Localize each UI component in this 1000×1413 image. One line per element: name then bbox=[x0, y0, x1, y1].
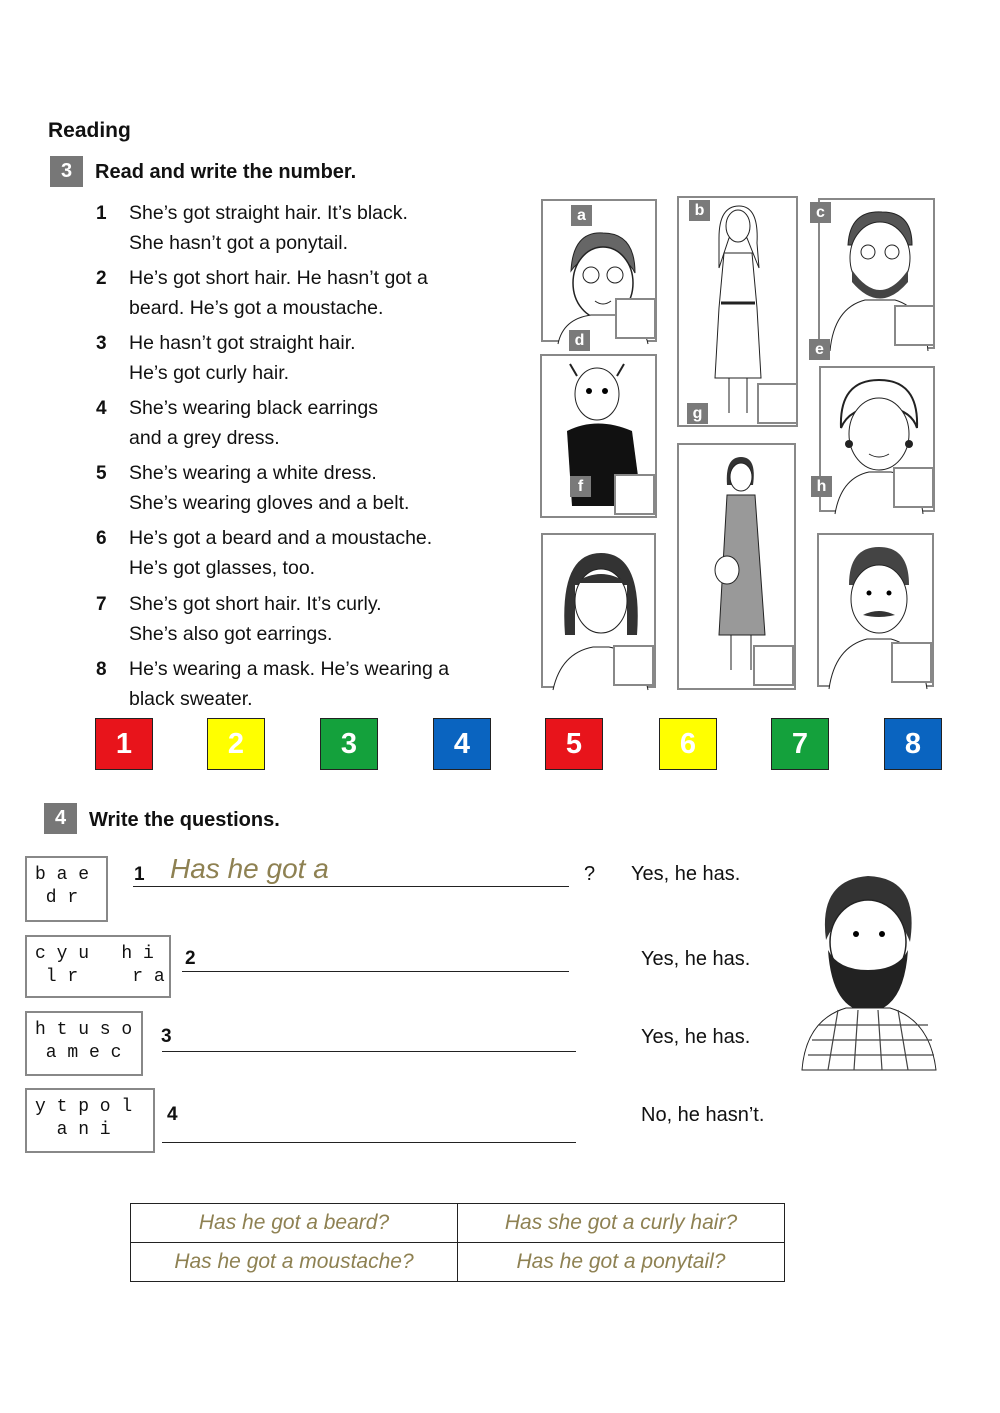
question-mark: ? bbox=[584, 863, 596, 885]
picture-a bbox=[541, 199, 657, 342]
picture-h bbox=[816, 366, 935, 512]
item-number: 3 bbox=[96, 333, 107, 354]
item-number: 5 bbox=[96, 463, 107, 484]
item-line: He’s wearing a mask. He’s wearing a bbox=[129, 658, 450, 680]
number-tile[interactable]: 1 bbox=[95, 718, 153, 770]
letter-jumble: y t p o l a n i bbox=[25, 1088, 155, 1153]
item-line: He’s got short hair. He hasn’t got a bbox=[129, 267, 428, 289]
item-text bbox=[129, 263, 428, 323]
short-answer: Yes, he has. bbox=[641, 948, 751, 970]
picture-c bbox=[818, 198, 935, 349]
item-text bbox=[129, 523, 432, 583]
item-number: 6 bbox=[96, 528, 107, 549]
picture-girl-straight-hair bbox=[541, 533, 656, 688]
item-number: 2 bbox=[96, 268, 107, 289]
item-number: 8 bbox=[96, 659, 107, 680]
word-bank-cell[interactable]: Has he got a ponytail? bbox=[458, 1243, 785, 1282]
short-answer: Yes, he has. bbox=[631, 863, 741, 885]
item-text bbox=[129, 393, 378, 453]
word-bank-row bbox=[131, 1204, 785, 1243]
item-line: She’s also got earrings. bbox=[129, 623, 333, 645]
word-bank-cell[interactable]: Has he got a beard? bbox=[131, 1204, 458, 1243]
picture-answer-box[interactable] bbox=[894, 305, 935, 346]
picture-answer-box[interactable] bbox=[615, 298, 656, 339]
picture-man-moustache bbox=[817, 533, 934, 687]
picture-answer-box[interactable] bbox=[613, 645, 654, 686]
picture-label: h bbox=[811, 476, 832, 497]
number-tile[interactable]: 4 bbox=[433, 718, 491, 770]
item-number: 4 bbox=[96, 398, 107, 419]
question-number: 1 bbox=[134, 864, 145, 885]
answer-line[interactable] bbox=[162, 1142, 576, 1143]
item-line: She’s wearing black earrings bbox=[129, 397, 378, 419]
question-number: 3 bbox=[161, 1026, 172, 1047]
picture-label: b bbox=[689, 200, 710, 221]
bearded-man-illustration bbox=[798, 870, 940, 1070]
number-tile[interactable]: 8 bbox=[884, 718, 942, 770]
item-text bbox=[129, 654, 449, 714]
typed-answer[interactable]: Has he got a bbox=[170, 853, 329, 884]
item-line: and a grey dress. bbox=[129, 427, 280, 449]
answer-line[interactable] bbox=[182, 971, 569, 972]
item-text bbox=[129, 328, 356, 388]
picture-answer-box[interactable] bbox=[757, 383, 798, 424]
word-bank-table bbox=[130, 1203, 785, 1282]
word-bank-cell[interactable]: Has she got a curly hair? bbox=[458, 1204, 785, 1243]
number-tile[interactable]: 2 bbox=[207, 718, 265, 770]
item-line: black sweater. bbox=[129, 688, 253, 710]
number-tile[interactable]: 3 bbox=[320, 718, 378, 770]
item-line: She’s got short hair. It’s curly. bbox=[129, 593, 382, 615]
short-answer: No, he hasn’t. bbox=[641, 1104, 765, 1126]
word-bank-cell[interactable]: Has he got a moustache? bbox=[131, 1243, 458, 1282]
picture-label: g bbox=[687, 403, 708, 424]
item-line: He’s got glasses, too. bbox=[129, 557, 316, 579]
picture-label: f bbox=[570, 476, 591, 497]
picture-label: d bbox=[569, 330, 590, 351]
picture-label: e bbox=[809, 339, 830, 360]
number-tile[interactable]: 7 bbox=[771, 718, 829, 770]
item-line: She hasn’t got a ponytail. bbox=[129, 232, 348, 254]
item-line: He’s got curly hair. bbox=[129, 362, 290, 384]
item-text bbox=[129, 589, 382, 649]
word-bank-row bbox=[131, 1243, 785, 1282]
exercise-3-number: 3 bbox=[50, 156, 83, 187]
picture-label: c bbox=[810, 202, 831, 223]
short-answer: Yes, he has. bbox=[641, 1026, 751, 1048]
item-line: beard. He’s got a moustache. bbox=[129, 297, 384, 319]
exercise-3-title: Read and write the number. bbox=[95, 161, 357, 183]
letter-jumble: c y u h i l r r a bbox=[25, 935, 171, 998]
picture-answer-box[interactable] bbox=[891, 642, 932, 683]
number-tile[interactable]: 5 bbox=[545, 718, 603, 770]
question-number: 4 bbox=[167, 1104, 178, 1125]
picture-answer-box[interactable] bbox=[614, 474, 655, 515]
item-line: She’s wearing a white dress. bbox=[129, 462, 377, 484]
item-line: He’s got a beard and a moustache. bbox=[129, 527, 433, 549]
picture-woman-grey-dress bbox=[677, 443, 796, 690]
item-text bbox=[129, 198, 408, 258]
number-tile[interactable]: 6 bbox=[659, 718, 717, 770]
item-number: 1 bbox=[96, 203, 107, 224]
letter-jumble: b a e d r bbox=[25, 856, 108, 922]
item-number: 7 bbox=[96, 594, 107, 615]
answer-line[interactable] bbox=[162, 1051, 576, 1052]
picture-b bbox=[677, 196, 798, 427]
picture-label: a bbox=[571, 205, 592, 226]
letter-jumble: h t u s o a m e c bbox=[25, 1011, 143, 1076]
picture-answer-box[interactable] bbox=[893, 467, 934, 508]
item-text bbox=[129, 458, 409, 518]
item-line: She’s wearing gloves and a belt. bbox=[129, 492, 410, 514]
exercise-4-title: Write the questions. bbox=[89, 809, 280, 831]
item-line: She’s got straight hair. It’s black. bbox=[129, 202, 408, 224]
picture-d bbox=[540, 354, 657, 518]
section-heading: Reading bbox=[48, 119, 131, 142]
answer-line[interactable] bbox=[133, 886, 569, 887]
question-number: 2 bbox=[185, 948, 196, 969]
item-line: He hasn’t got straight hair. bbox=[129, 332, 356, 354]
picture-answer-box[interactable] bbox=[753, 645, 794, 686]
exercise-4-number: 4 bbox=[44, 803, 77, 834]
